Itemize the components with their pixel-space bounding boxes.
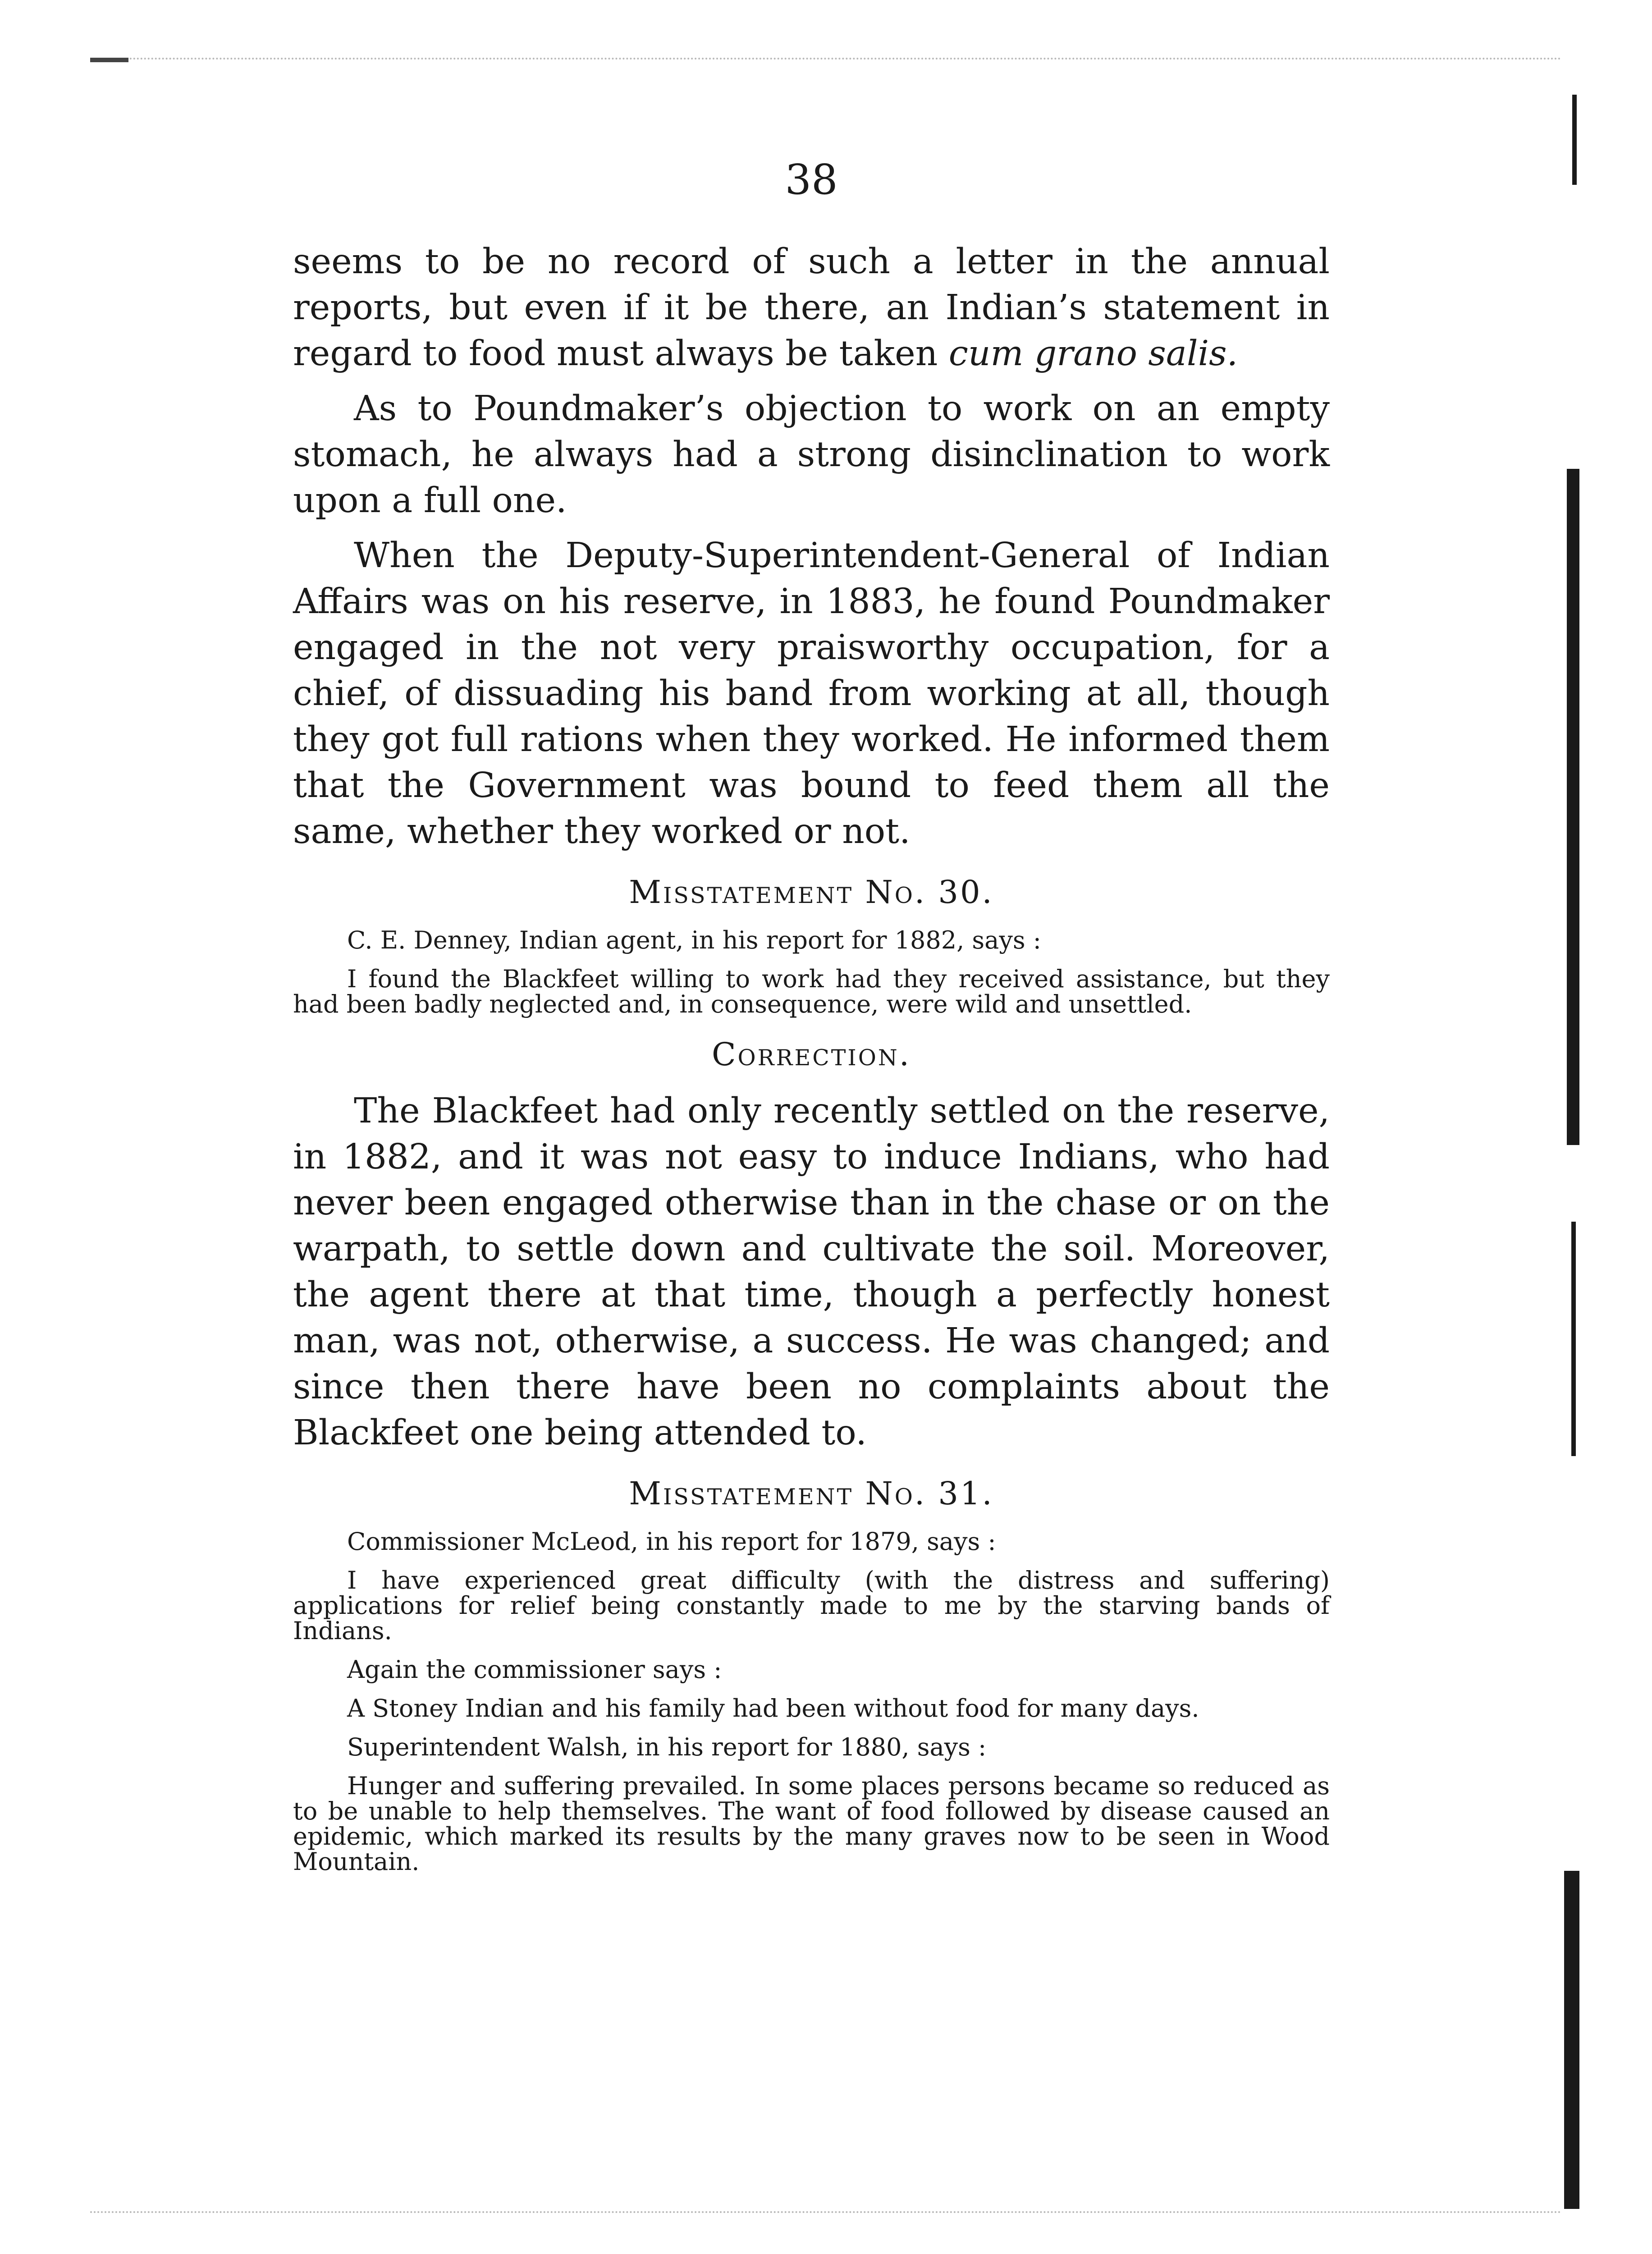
block-quote: Hunger and suffering prevailed. In some places persons became so reduced as to be unable to help themselves. The want of food followed by disease caused an epidemic, which marked its results by the many graves now to be seen in Wood Mountain. xyxy=(293,1772,1330,1876)
section-heading: Misstatement No. 31. xyxy=(629,1475,994,1512)
block-quote: I found the Blackfeet willing to work had they received assistance, but they had been badly neglected and, in consequence, were wild and unsettled. xyxy=(293,965,1330,1018)
block-quote: A Stoney Indian and his family had been without food for many days. xyxy=(347,1694,1199,1723)
scan-corner-mark xyxy=(90,58,128,62)
binding-edge-mark xyxy=(1567,469,1579,1145)
page-number: 38 xyxy=(785,156,838,204)
paragraph: As to Poundmaker’s objection to work on an empty stomach, he always had a strong disinclination to work upon a full one. xyxy=(293,389,1330,521)
scan-edge-bottom xyxy=(90,2211,1562,2213)
page-body xyxy=(293,239,1330,1886)
section-heading: Correction. xyxy=(711,1036,911,1073)
citation-intro: C. E. Denney, Indian agent, in his report for 1882, says : xyxy=(347,926,1041,954)
citation-intro: Superintendent Walsh, in his report for 1880, says : xyxy=(347,1733,987,1761)
paragraph xyxy=(293,239,1330,377)
paragraph: When the Deputy-Superintendent-General of Indian Affairs was on his reserve, in 1883, he found Poundmaker engaged in the not very praisworthy occupation, for a chief, of dissuading his band from working at all, though they got full rations when they worked. He informed them that the Government was bound to feed them all the same, whether they worked or not. xyxy=(293,536,1330,852)
paragraph-text: seems to be no record of such a letter in the annual reports, but even if it be there, an Indian’s statement in regard to food must always be taken xyxy=(293,242,1330,374)
section-heading: Misstatement No. 30. xyxy=(629,874,994,911)
paragraph: The Blackfeet had only recently settled on the reserve, in 1882, and it was not easy to induce Indians, who had never been engaged otherwise than in the chase or on the warpath, to settle down and cultivate the soil. Moreover, the agent there at that time, though a perfectly honest man, was not, otherwise, a success. He was changed; and since then there have been no complaints about the Blackfeet one being attended to. xyxy=(293,1091,1330,1453)
citation-intro: Again the commissioner says : xyxy=(347,1655,722,1684)
block-quote: I have experienced great difficulty (with the distress and suffering) applications for relief being constantly made to me by the starving bands of Indians. xyxy=(293,1566,1330,1645)
citation-intro: Commissioner McLeod, in his report for 1879, says : xyxy=(347,1527,996,1556)
binding-edge-mark xyxy=(1564,1871,1579,2209)
latin-phrase: cum grano salis. xyxy=(948,334,1238,374)
scan-edge-top xyxy=(90,58,1562,60)
binding-edge-mark xyxy=(1571,1222,1576,1456)
